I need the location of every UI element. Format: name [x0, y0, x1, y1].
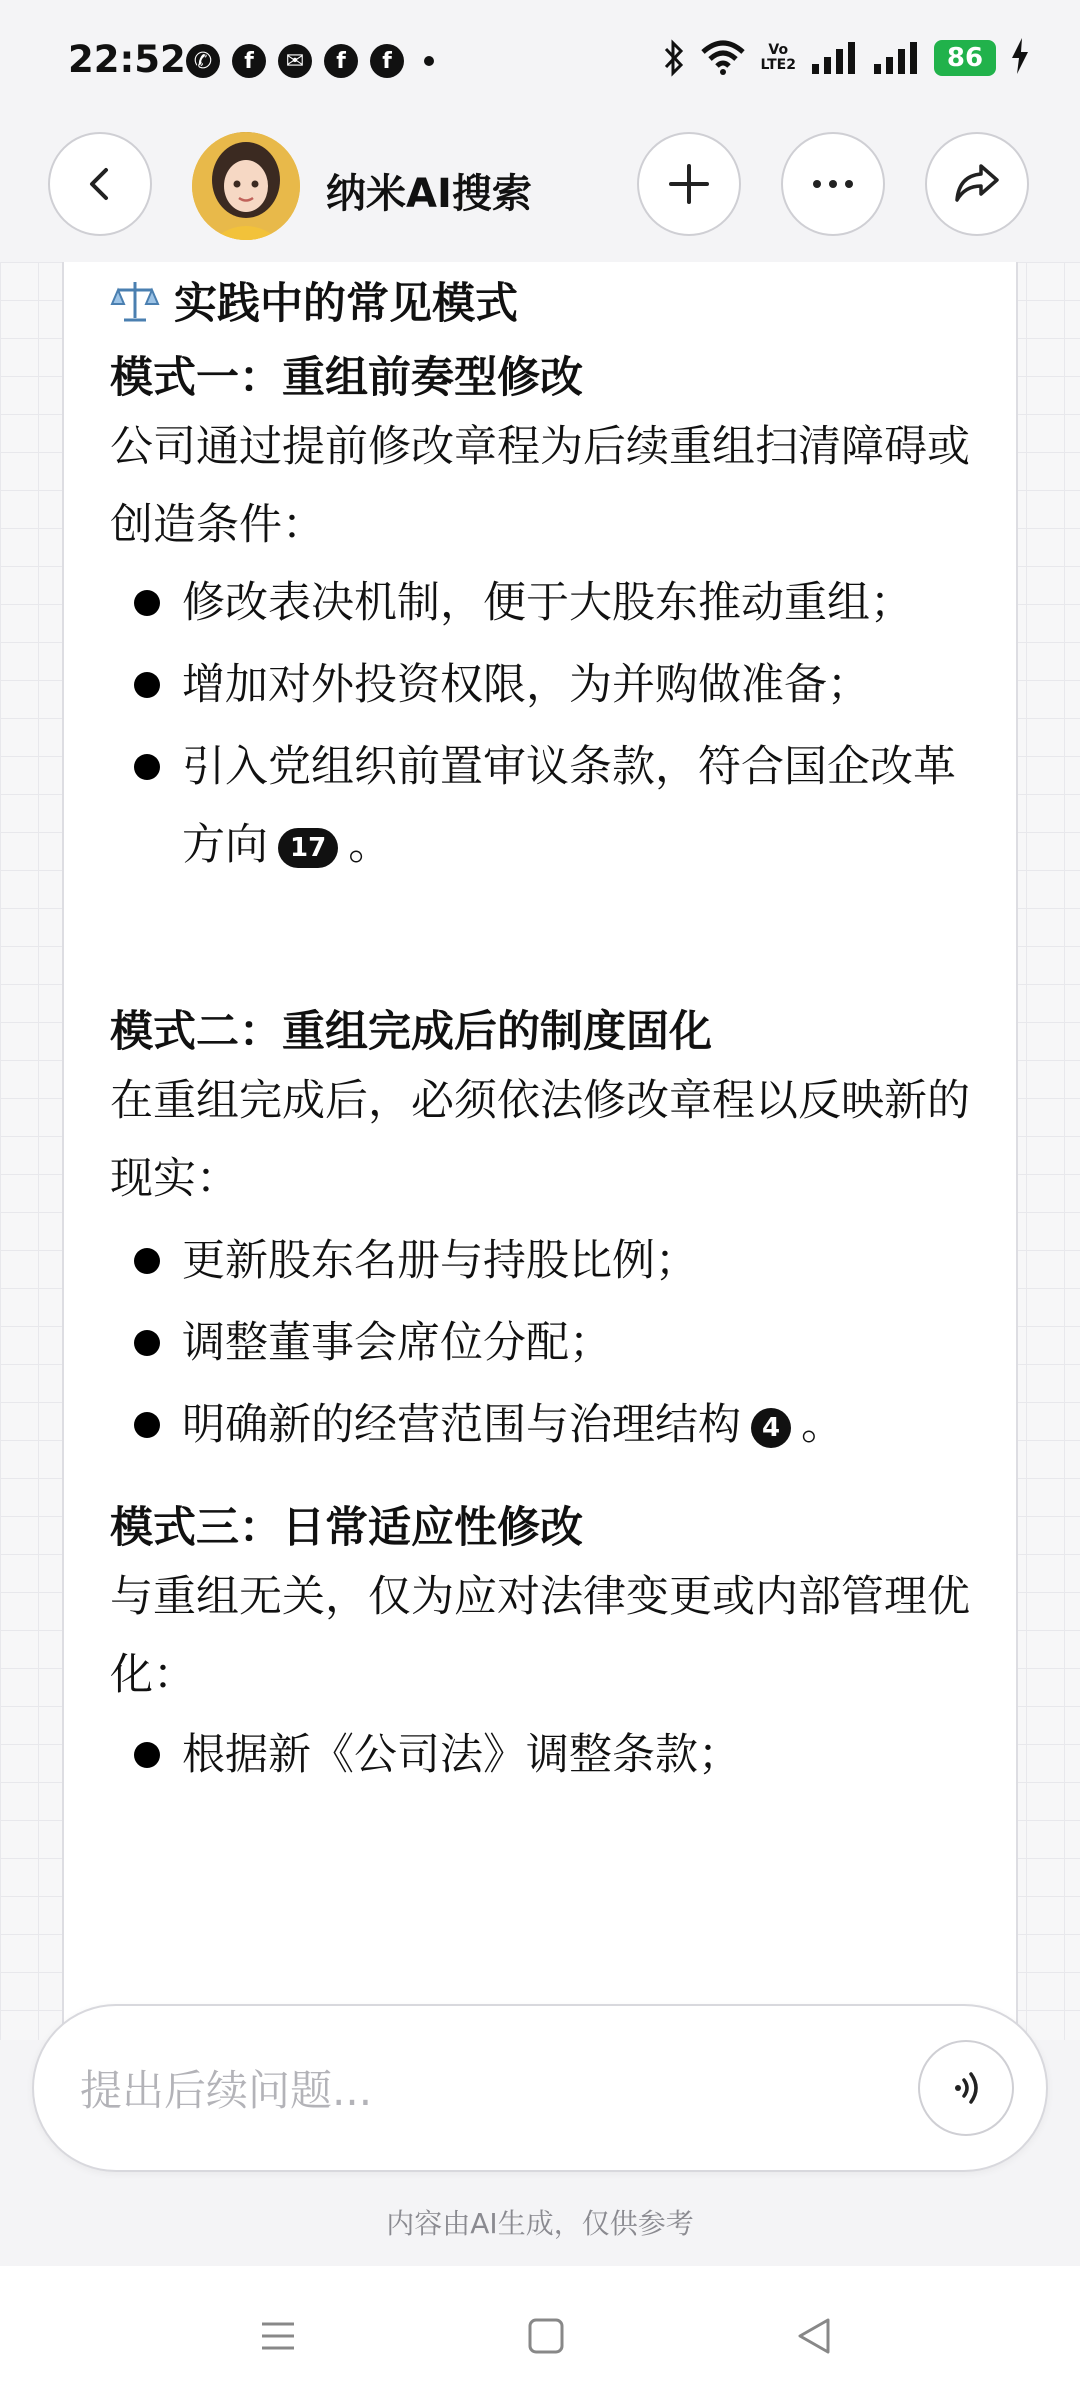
wechat-icon: ✆ — [186, 44, 220, 78]
back-nav-button[interactable] — [784, 2306, 844, 2366]
bluetooth-icon — [663, 39, 685, 77]
menu-button[interactable] — [248, 2306, 308, 2366]
facebook-icon: f — [232, 44, 266, 78]
plus-icon — [667, 162, 711, 206]
ai-disclaimer: 内容由AI生成，仅供参考 — [386, 2207, 694, 2240]
more-button[interactable] — [781, 132, 885, 236]
notification-icons — [186, 44, 434, 78]
menu-icon — [258, 2316, 298, 2356]
home-icon — [526, 2316, 566, 2356]
back-icon — [80, 164, 120, 204]
citation-badge[interactable]: 17 — [278, 828, 338, 868]
citation-badge[interactable]: 4 — [751, 1408, 791, 1448]
bullet-dot — [134, 1412, 160, 1438]
list-item-suffix: 。 — [348, 820, 392, 870]
followup-input-bar[interactable] — [32, 2004, 1048, 2172]
battery-icon: 86 — [934, 40, 996, 76]
list-item-text-main: 明确新的经营范围与治理结构 — [182, 1400, 741, 1450]
list-item-text — [182, 728, 982, 884]
answer-card — [62, 262, 1018, 2042]
bullet-dot — [134, 754, 160, 780]
section-heading-text: 实践中的常见模式 — [174, 279, 518, 329]
charging-icon — [1010, 38, 1030, 78]
list-item-text: 根据新《公司法》调整条款； — [182, 1730, 741, 1780]
more-icon — [811, 178, 855, 190]
status-bar — [0, 0, 1080, 124]
mode-title: 模式一：重组前奏型修改 — [110, 353, 583, 403]
bullet-dot — [134, 1330, 160, 1356]
facebook-icon: f — [324, 44, 358, 78]
mode-intro: 在重组完成后，必须依法修改章程以反映新的现实： — [110, 1076, 970, 1204]
home-button[interactable] — [516, 2306, 576, 2366]
mode-intro: 公司通过提前修改章程为后续重组扫清障碍或创造条件： — [110, 422, 970, 550]
list-item-text: 更新股东名册与持股比例； — [182, 1236, 698, 1286]
list-item-text: 修改表决机制，便于大股东推动重组； — [182, 578, 913, 628]
triangle-back-icon — [794, 2316, 834, 2356]
system-nav-bar — [0, 2266, 1080, 2400]
new-chat-button[interactable] — [637, 132, 741, 236]
back-button[interactable] — [48, 132, 152, 236]
list-item-text-main: 引入党组织前置审议条款，符合国企改革方向 — [182, 742, 956, 870]
bullet-dot — [134, 672, 160, 698]
list-item-text: 调整董事会席位分配； — [182, 1318, 612, 1368]
avatar[interactable] — [192, 132, 300, 240]
scales-icon — [110, 276, 160, 326]
messenger-icon: ✉ — [278, 44, 312, 78]
mode-title: 模式三：日常适应性修改 — [110, 1503, 583, 1553]
page-title: 纳米AI搜索 — [326, 171, 532, 217]
followup-input[interactable]: 提出后续问题... — [80, 2066, 373, 2115]
top-nav — [0, 124, 1080, 262]
signal-icon — [872, 40, 920, 76]
status-right — [663, 38, 1030, 78]
voice-icon — [946, 2068, 986, 2108]
wifi-icon — [699, 40, 747, 76]
volte-line1: Vo — [768, 42, 789, 58]
signal-icon — [810, 40, 858, 76]
volte-icon — [761, 43, 796, 73]
volte-line2: LTE2 — [760, 57, 796, 73]
facebook-icon: f — [370, 44, 404, 78]
list-item-text — [182, 1386, 982, 1464]
list-item-suffix: 。 — [801, 1400, 844, 1450]
section-heading — [110, 270, 518, 331]
voice-button[interactable] — [918, 2040, 1014, 2136]
mode-title: 模式二：重组完成后的制度固化 — [110, 1007, 712, 1057]
share-icon — [953, 162, 1001, 206]
bullet-dot — [134, 1742, 160, 1768]
bullet-dot — [134, 1248, 160, 1274]
status-time: 22:52 — [68, 38, 186, 81]
share-button[interactable] — [925, 132, 1029, 236]
mode-intro: 与重组无关，仅为应对法律变更或内部管理优化： — [110, 1572, 970, 1700]
bullet-dot — [134, 590, 160, 616]
list-item-text: 增加对外投资权限，为并购做准备； — [182, 660, 870, 710]
more-dot-icon — [424, 56, 434, 66]
